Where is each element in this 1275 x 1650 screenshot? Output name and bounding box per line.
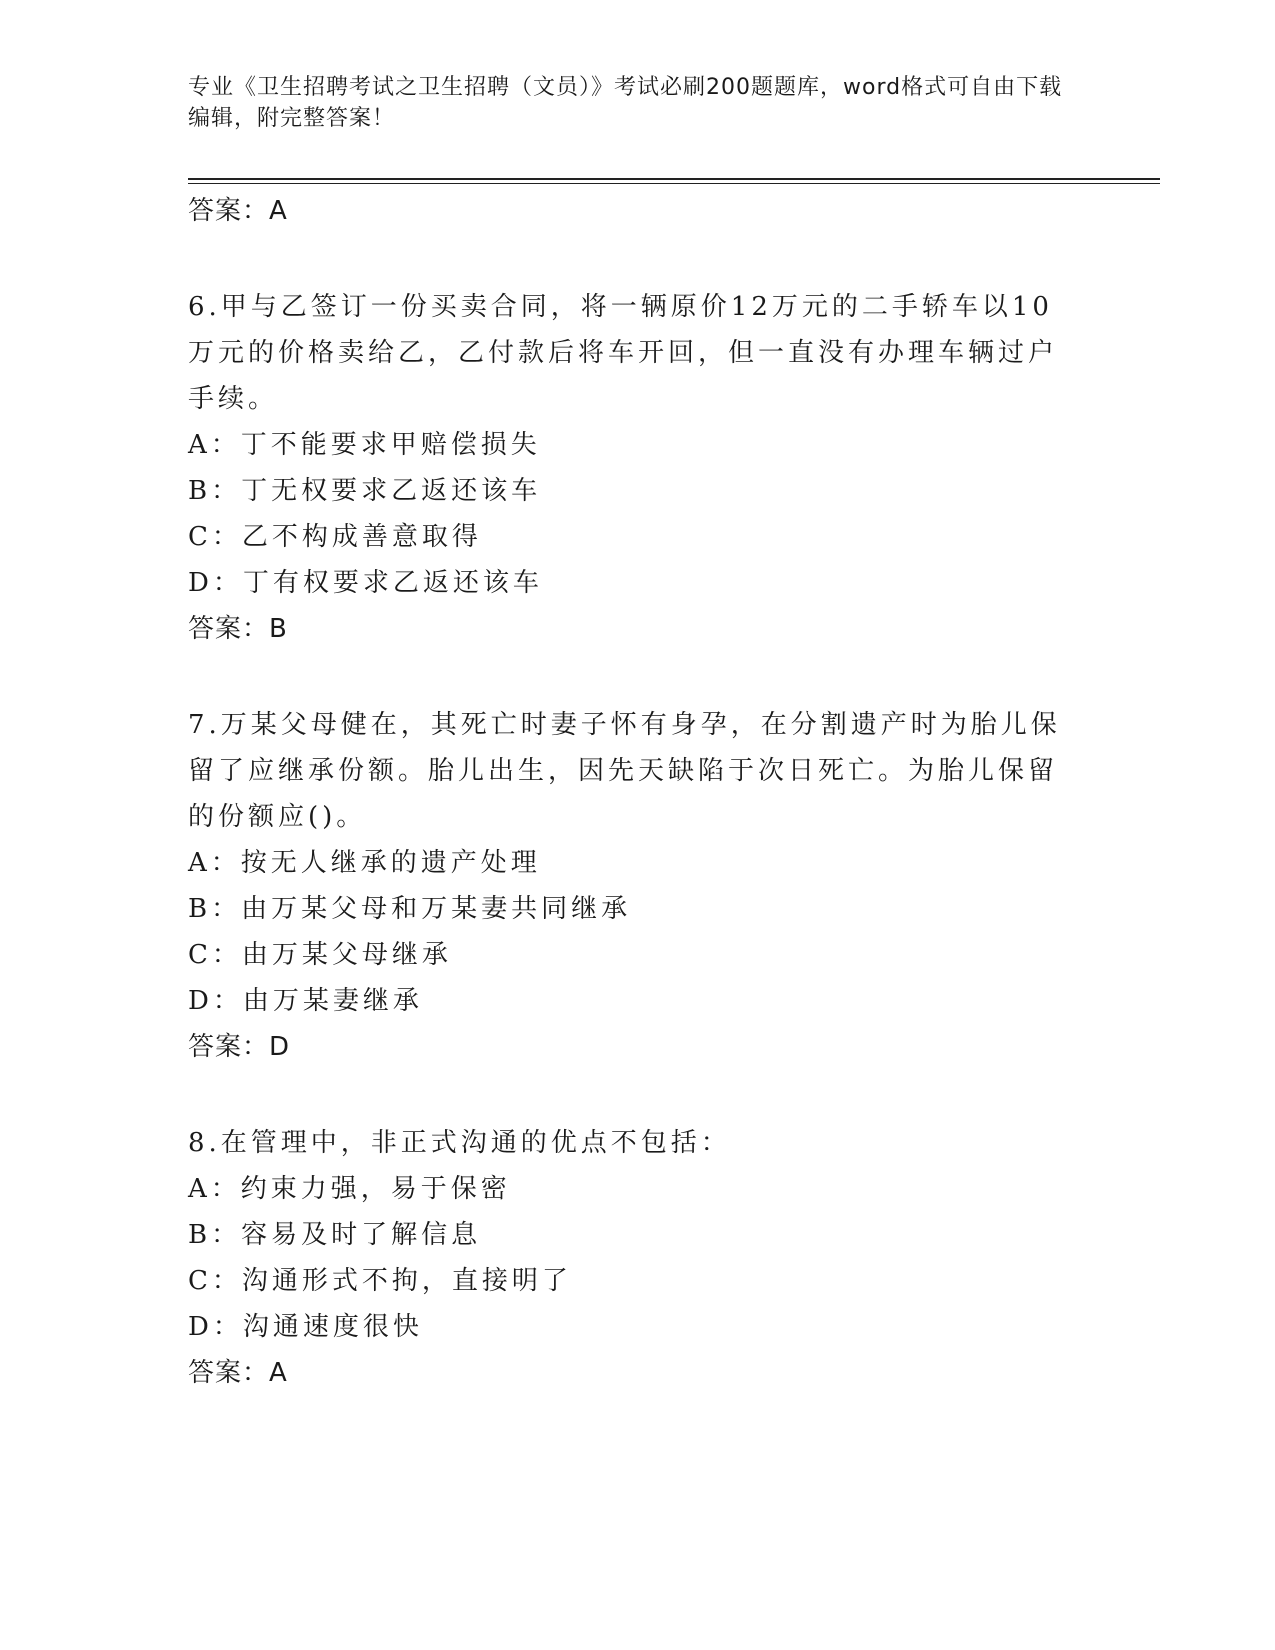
header-rule-thin [188,183,1160,184]
option-c: C：由万某父母继承 [188,940,452,970]
question-7 [188,702,1068,1070]
document-header: 专业《卫生招聘考试之卫生招聘（文员）》考试必刷200题题库，word格式可自由下载编辑，附完整答案！ [188,75,1063,131]
option-b: B：由万某父母和万某妻共同继承 [188,894,632,924]
question-8 [188,1120,1068,1396]
question-text: 7.万某父母健在，其死亡时妻子怀有身孕，在分割遗产时为胎儿保留了应继承份额。胎儿出生，因先天缺陷于次日死亡。为胎儿保留的份额应()。 [188,710,1061,832]
option-a: A：按无人继承的遗产处理 [188,848,541,878]
option-c: C：乙不构成善意取得 [188,522,482,552]
option-a: A：约束力强，易于保密 [188,1174,511,1204]
option-d: D：沟通速度很快 [188,1312,423,1342]
option-b: B：容易及时了解信息 [188,1220,482,1250]
document-body [188,188,1068,1396]
option-d: D：由万某妻继承 [188,986,423,1016]
option-a: A：丁不能要求甲赔偿损失 [188,430,541,460]
answer-line: 答案：D [188,1032,291,1062]
answer-line: 答案：B [188,614,288,644]
answer-line: 答案：A [188,1358,288,1388]
question-text: 8.在管理中，非正式沟通的优点不包括： [188,1128,731,1158]
option-d: D：丁有权要求乙返还该车 [188,568,543,598]
question-6 [188,284,1068,652]
option-c: C：沟通形式不拘，直接明了 [188,1266,572,1296]
header-rule-thick [188,178,1160,180]
option-b: B：丁无权要求乙返还该车 [188,476,542,506]
question-text: 6.甲与乙签订一份买卖合同，将一辆原价12万元的二手轿车以10万元的价格卖给乙，乙付款后将车开回，但一直没有办理车辆过户手续。 [188,292,1059,414]
answer-line: 答案：A [188,196,288,226]
